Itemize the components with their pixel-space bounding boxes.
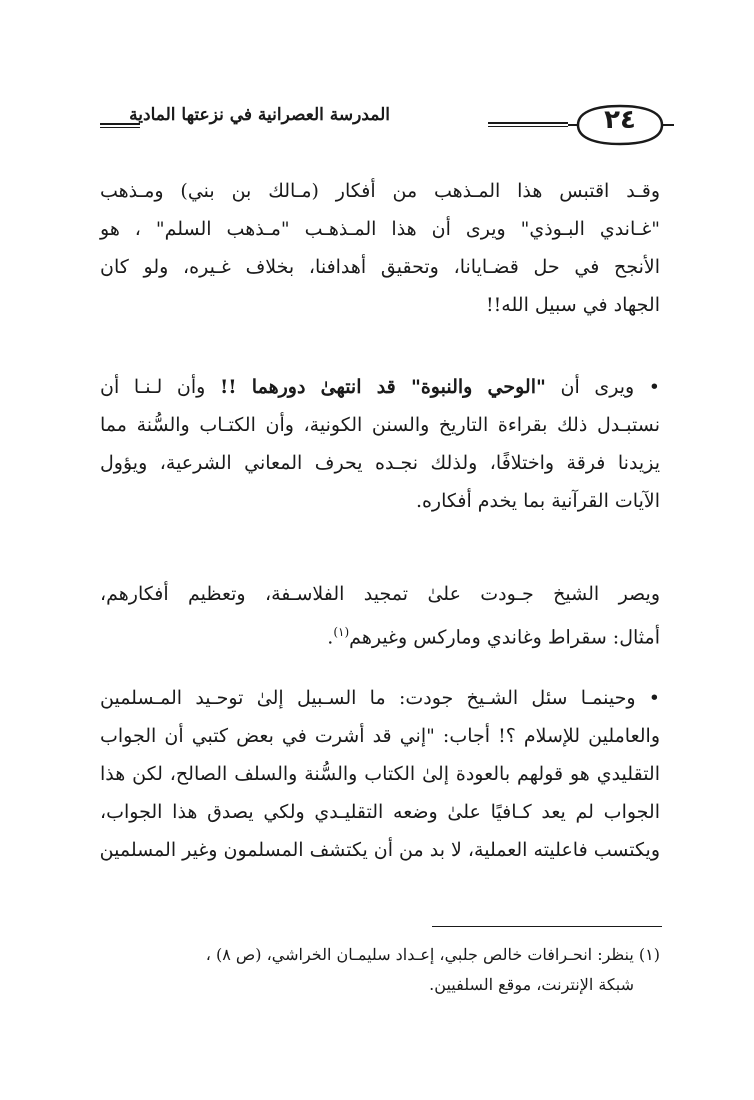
text-line: والعاملين للإسلام ؟! أجاب: "إني قد أشرت في بعض كتبي أن الجواب <box>100 725 660 747</box>
footnote <box>100 940 660 1000</box>
text-line: "غـاندي البـوذي" ويرى أن هذا المـذهـب "مـذهب السلم" ، هو <box>100 218 660 240</box>
footnote-reference[interactable]: (١) <box>333 625 350 639</box>
emphasized-quote: "الوحي والنبوة" قد انتهىٰ دورهما !! <box>219 376 546 398</box>
bullet-lead: • ويرى أن <box>545 376 660 398</box>
text-fragment: وأن لـنـا أن <box>100 376 220 398</box>
text-line: الجهاد في سبيل الله!! <box>486 294 660 316</box>
text-line: الجواب لم يعد كـافيًا علىٰ وضعه التقليـدي ولكي يصدق هذا الجواب، <box>100 801 660 823</box>
paragraph-1 <box>100 172 660 324</box>
page-number: ٢٤ <box>604 105 636 135</box>
paragraph-4 <box>100 679 660 869</box>
footnote-line: (١) ينظر: انحـرافات خالص جلبي، إعـداد سليمـان الخراشي، (ص ٨) ، <box>205 945 660 964</box>
text-fragment: أمثال: سقراط وغاندي وماركس وغيرهم <box>349 626 660 649</box>
paragraph-2 <box>100 368 660 520</box>
text-line: ويكتسب فاعليته العملية، لا بد من أن يكتشف المسلمون وغير المسلمين <box>99 839 660 861</box>
text-line: الآيات القرآنية بما يخدم أفكاره. <box>415 490 660 512</box>
text-line: الأنجح في حل قضـايانا، وتحقيق أهدافنا، بخلاف غـيره، ولو كان <box>100 256 660 278</box>
text-line: أمثال: سقراط وغاندي وماركس وغيرهم$^{(١)}$. <box>327 625 660 649</box>
text-line: ويصر الشيخ جـودت علىٰ تمجيد الفلاسـفة، وتعظيم أفكارهم، <box>100 583 660 605</box>
text-line: نستبـدل ذلك بقراءة التاريخ والسنن الكونية، وأن الكتـاب والسُّنة مما <box>100 414 660 436</box>
footnote-line: شبكة الإنترنت، موقع السلفيين. <box>429 975 634 994</box>
text-line: وقـد اقتبس هذا المـذهب من أفكار (مـالك بن بني) ومـذهب <box>100 180 660 202</box>
footnote-divider <box>432 926 662 927</box>
page-header <box>0 95 754 165</box>
text-line: • وحينمـا سئل الشـيخ جودت: ما السـبيل إلىٰ توحـيد المـسلمين <box>100 687 660 709</box>
header-rule-right <box>488 122 568 127</box>
text-line: يزيدنا فرقة واختلافًا، ولذلك نجـده يحرف المعاني الشرعية، ويؤول <box>100 452 660 474</box>
text-line <box>100 368 660 406</box>
text-line: التقليدي هو قولهم بالعودة إلىٰ الكتاب والسُّنة والسلف الصالح، لكن هذا <box>100 763 660 785</box>
paragraph-3 <box>100 575 660 656</box>
running-title: المدرسة العصرانية في نزعتها المادية <box>129 105 390 125</box>
